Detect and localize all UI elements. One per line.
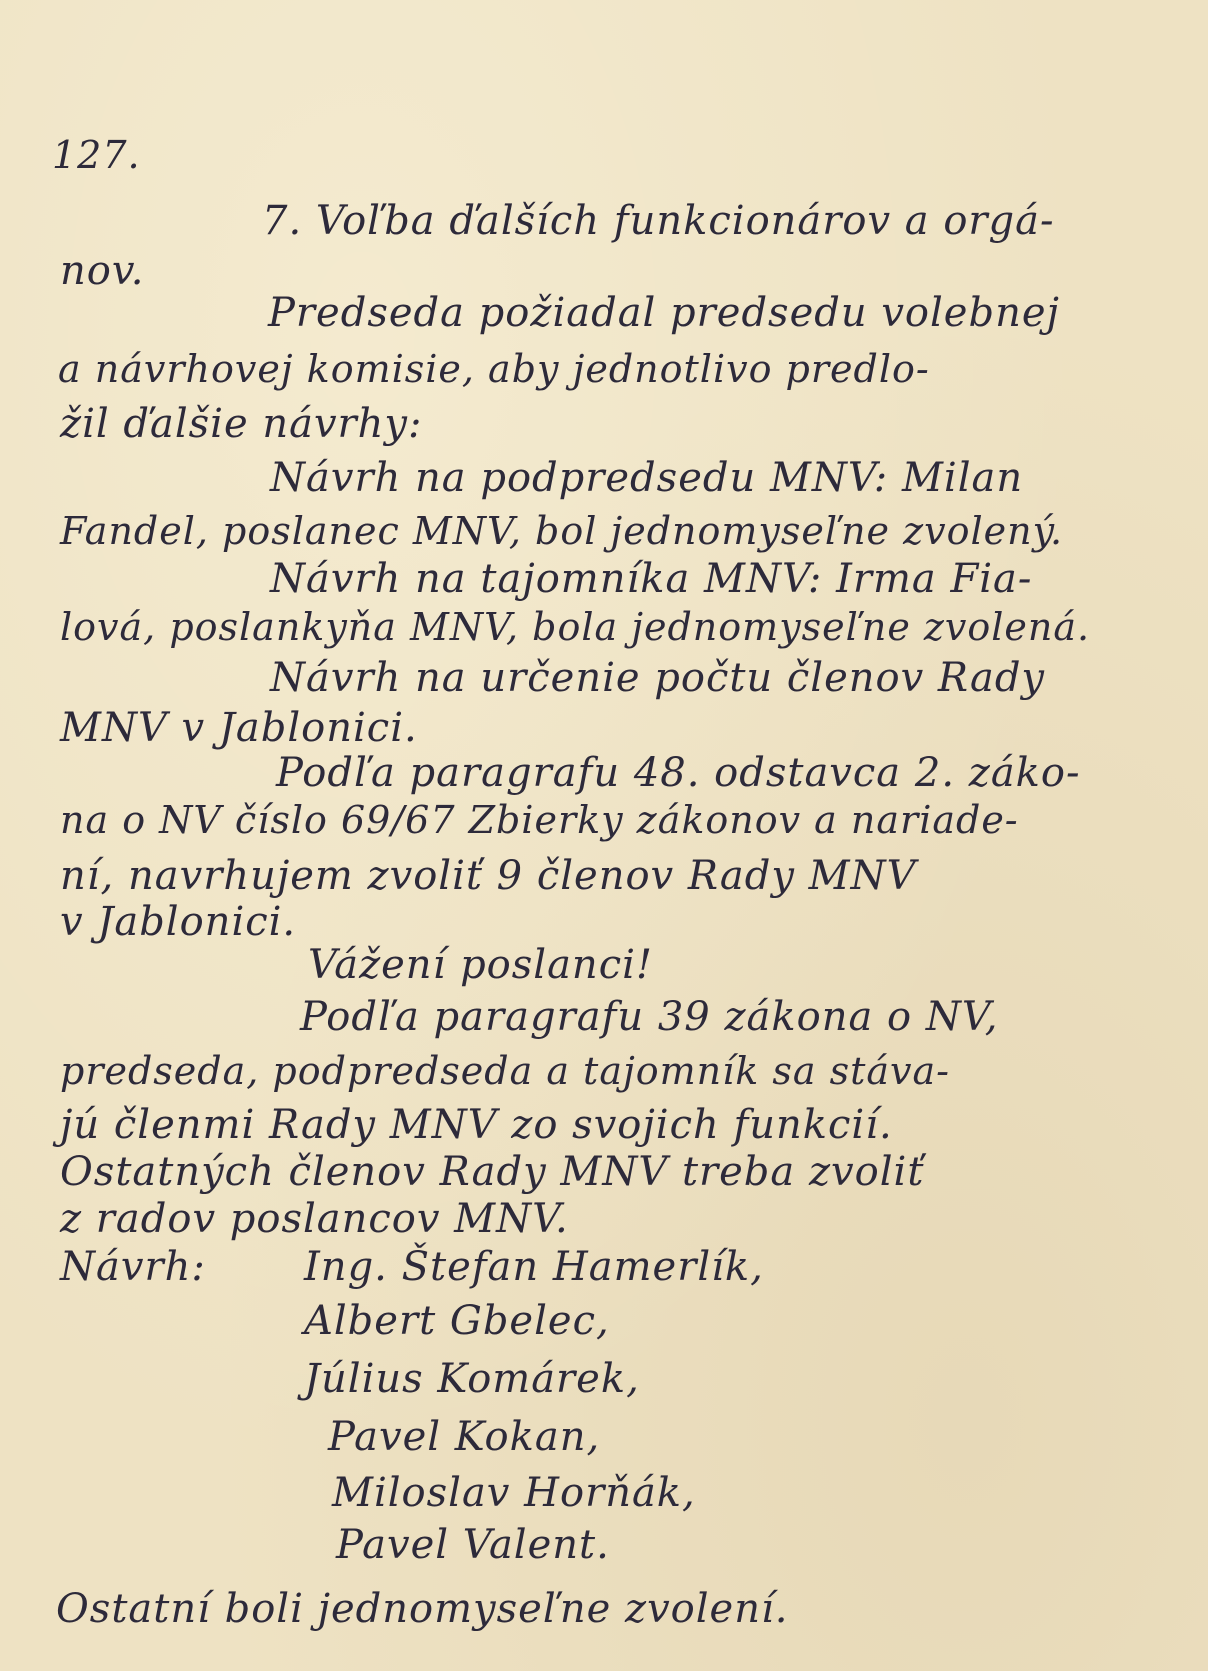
nominee-line: Albert Gbelec, xyxy=(304,1298,610,1344)
page-number: 127. xyxy=(52,133,141,177)
text-line: žil ďalšie návrhy: xyxy=(60,401,423,447)
nominee-line: Miloslav Horňák, xyxy=(332,1470,696,1516)
text-line: predseda, podpredseda a tajomník sa stáva- xyxy=(60,1049,951,1093)
text-line: Návrh na podpredsedu MNV: Milan xyxy=(270,455,1024,501)
text-line: Návrh na určenie počtu členov Rady xyxy=(270,655,1046,701)
text-line: MNV v Jablonici. xyxy=(60,705,418,751)
text-line: 7. Voľba ďalších funkcionárov a orgá- xyxy=(262,198,1055,244)
text-line: a návrhovej komisie, aby jednotlivo predlo- xyxy=(58,347,930,391)
nominee-line: Ing. Štefan Hamerlík, xyxy=(304,1244,764,1290)
text-line: Ostatní boli jednomyseľne zvolení. xyxy=(56,1586,789,1632)
text-line: v Jablonici. xyxy=(60,899,297,945)
text-line: nov. xyxy=(60,248,145,294)
text-line: Podľa paragrafu 39 zákona o NV, xyxy=(300,994,999,1040)
text-line: jú členmi Rady MNV zo svojich funkcií. xyxy=(60,1102,893,1148)
text-line: ní, navrhujem zvoliť 9 členov Rady MNV xyxy=(60,853,917,899)
text-line: Návrh na tajomníka MNV: Irma Fia- xyxy=(270,556,1033,602)
nominee-line: Pavel Kokan, xyxy=(328,1414,601,1460)
text-line: Predseda požiadal predsedu volebnej xyxy=(268,290,1060,336)
text-line: Návrh: xyxy=(60,1244,206,1290)
text-line: lová, poslankyňa MNV, bola jednomyseľne zvolená. xyxy=(60,605,1091,649)
text-line: Vážení poslanci! xyxy=(308,942,653,988)
text-line: Ostatných členov Rady MNV treba zvoliť xyxy=(60,1149,925,1195)
text-line: z radov poslancov MNV. xyxy=(60,1196,569,1242)
nominee-line: Pavel Valent. xyxy=(336,1522,610,1568)
text-line: Podľa paragrafu 48. odstavca 2. záko- xyxy=(276,750,1081,796)
text-line: na o NV číslo 69/67 Zbierky zákonov a nariade- xyxy=(60,798,1019,842)
text-line: Fandel, poslanec MNV, bol jednomyseľne zvolený. xyxy=(60,509,1064,553)
nominee-line: Július Komárek, xyxy=(304,1356,640,1402)
